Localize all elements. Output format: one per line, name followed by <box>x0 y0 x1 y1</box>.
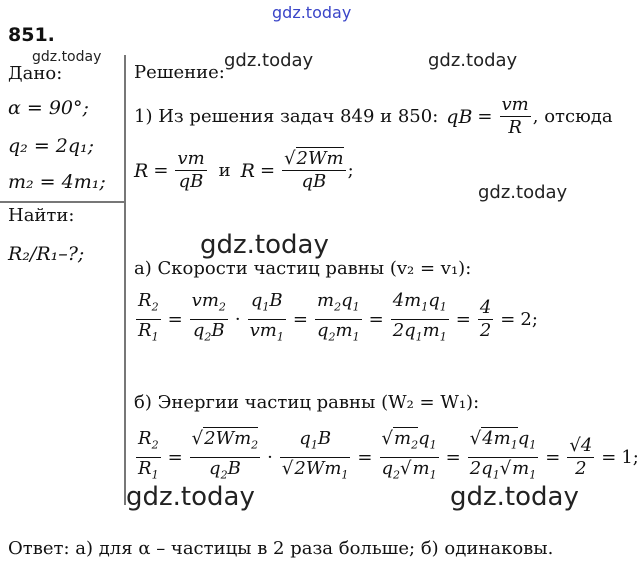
radius-formulas: R = $\frac{vm}{qB}$ и R = $\frac{√2Wm}{qB}$ ; <box>134 148 354 192</box>
step1-row: 1) Из решения задач 849 и 850: qB = $\frac{vm}{R}$ , отсюда <box>134 94 613 138</box>
watermark-mid-right: gdz.today <box>428 50 518 71</box>
watermark-large: gdz.today <box>200 230 329 260</box>
part-b-equation: $\frac{R_2}{R_1}$ = $\frac{√2Wm_2}{q_2B}$ · $\frac{q_1B}{√2Wm_1}$ = $\frac{√m_2q_1}{q_2√m_1}$ = $\frac{√4m_1q_1}{2q_1√m_1}$ = $\frac{√4}{2}$ = 1; <box>138 428 639 482</box>
watermark-mid-left: gdz.today <box>224 50 314 71</box>
part-b-heading: б) Энергии частиц равны (W₂ = W₁): <box>134 392 480 413</box>
given-divider-vertical <box>124 55 126 505</box>
problem-number: 851. <box>8 24 55 46</box>
given-line-1: α = 90°; <box>8 97 89 119</box>
given-line-3: m₂ = 4m₁; <box>8 171 106 193</box>
step1-prefix: 1) Из решения задач 849 и 850: <box>134 106 439 127</box>
part-a-heading: а) Скорости частиц равны (v₂ = v₁): <box>134 258 472 279</box>
given-line-2: q₂ = 2q₁; <box>8 135 95 157</box>
and-word: и <box>218 160 231 181</box>
given-divider-horizontal <box>0 201 124 203</box>
given-label: Дано: <box>8 63 63 84</box>
watermark-bottom-left: gdz.today <box>126 482 255 512</box>
solution-label: Решение: <box>134 62 225 83</box>
watermark-top: gdz.today <box>272 3 352 22</box>
answer-text: Ответ: а) для α – частицы в 2 раза больше; б) одинаковы. <box>8 538 554 559</box>
watermark-bottom-right: gdz.today <box>450 482 579 512</box>
find-label: Найти: <box>8 205 75 226</box>
find-line: R₂/R₁–?; <box>8 243 85 265</box>
watermark-right: gdz.today <box>478 182 568 203</box>
step1-suffix: , отсюда <box>532 106 613 127</box>
watermark-near-given: gdz.today <box>32 49 102 65</box>
part-a-equation: $\frac{R_2}{R_1}$ = $\frac{vm_2}{q_2B}$ · $\frac{q_1B}{vm_1}$ = $\frac{m_2q_1}{q_2m_1}$ = $\frac{4m_1q_1}{2q_1m_1}$ = $\frac{4}{2}$ = 2; <box>138 290 538 344</box>
